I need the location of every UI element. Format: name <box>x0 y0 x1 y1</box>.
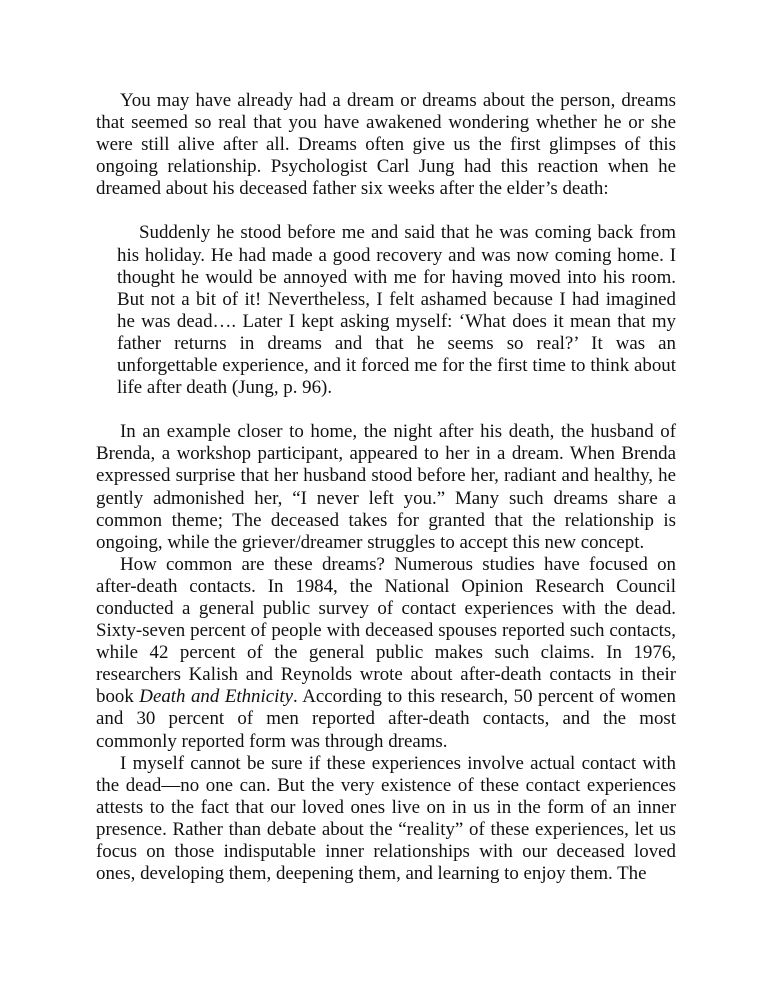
paragraph-brenda-example: In an example closer to home, the night after his death, the husband of Brenda, a workshop participant, appeared to her in a dream. When Brenda expressed surprise that her husband stood before her, radiant and healthy, he gently admonished her, “I never left you.” Many such dreams share a common theme; The deceased takes for granted that the relationship is ongoing, while the griever/dreamer struggles to accept this new concept. <box>96 421 676 553</box>
paragraph-dream-intro: You may have already had a dream or dreams about the person, dreams that seemed so real that you have awakened wondering whether he or she were still alive after all. Dreams often give us the first glimpses of this ongoing relationship. Psychologist Carl Jung had this reaction when he dreamed about his deceased father six weeks after the elder’s death: <box>96 90 676 200</box>
book-title: Death and Ethnicity <box>139 686 294 708</box>
paragraph-after-death-studies <box>96 554 676 753</box>
document-page <box>96 90 676 885</box>
studies-text-part2: . According to this research, 50 percent of women and 30 percent of men reported after-death contacts, and the most commonly reported form was through dreams. <box>96 686 676 752</box>
jung-block-quote: Suddenly he stood before me and said that he was coming back from his holiday. He had made a good recovery and was now coming home. I thought he would be annoyed with me for having moved into his room. But not a bit of it! Nevertheless, I felt ashamed because I had imagined he was dead…. Later I kept asking myself: ‘What does it mean that my father returns in dreams and that he seems so real?’ It was an unforgettable experience, and it forced me for the first time to think about life after death (Jung, p. 96). <box>117 222 676 399</box>
studies-text-part1: How common are these dreams? Numerous studies have focused on after-death contacts. In 1984, the National Opinion Research Council conducted a general public survey of contact experiences with the dead. Sixty-seven percent of people with deceased spouses reported such contacts, while 42 percent of the general public makes such claims. In 1976, researchers Kalish and Reynolds wrote about after-death contacts in their book <box>96 553 676 708</box>
paragraph-inner-presence: I myself cannot be sure if these experiences involve actual contact with the dead—no one can. But the very existence of these contact experiences attests to the fact that our loved ones live on in us in the form of an inner presence. Rather than debate about the “reality” of these experiences, let us focus on those indisputable inner relationships with our deceased loved ones, developing them, deepening them, and learning to enjoy them. The <box>96 752 676 885</box>
